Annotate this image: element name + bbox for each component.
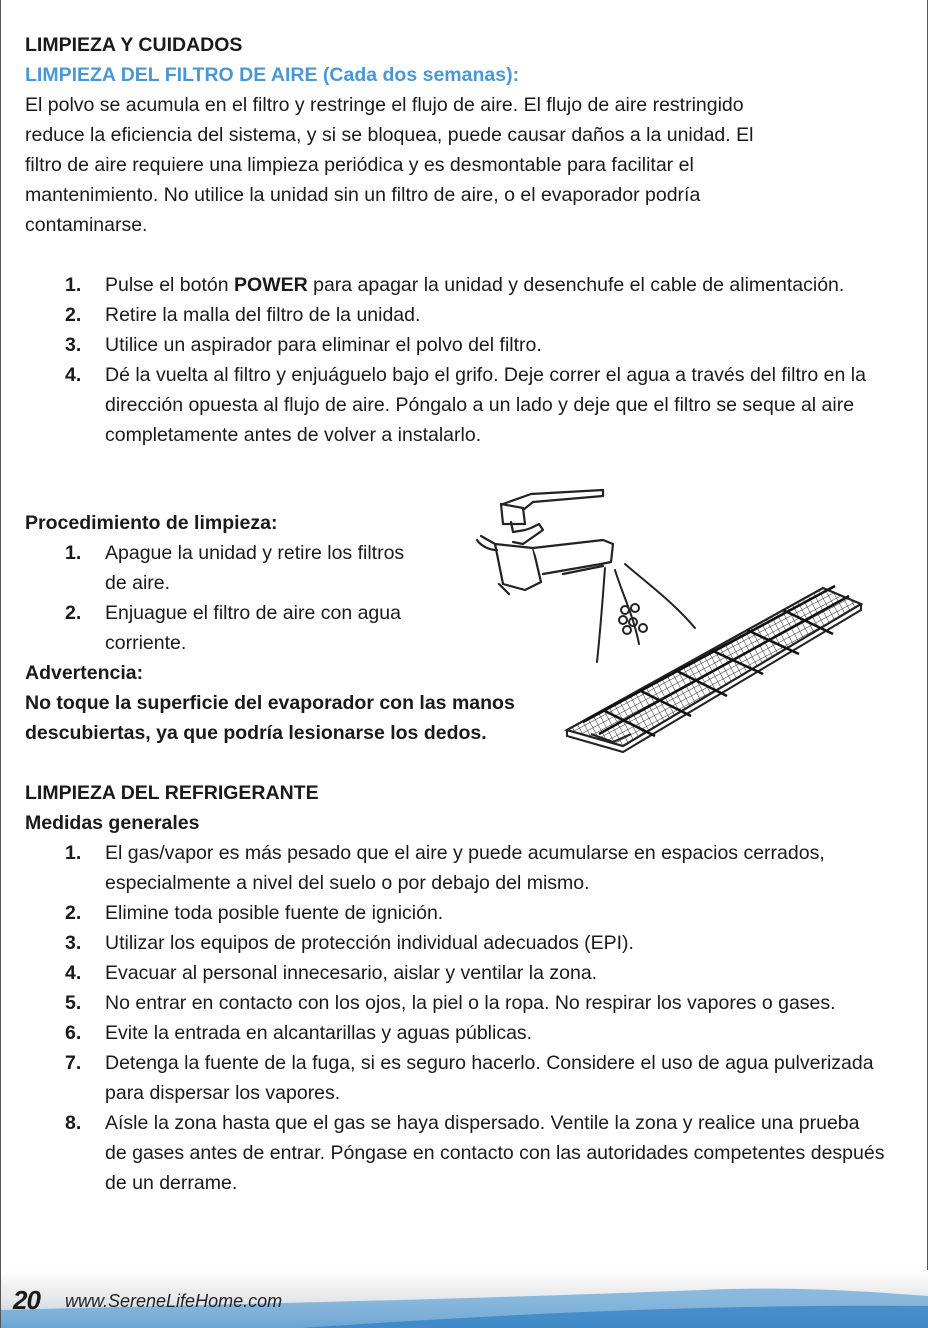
refrigerant-heading: LIMPIEZA DEL REFRIGERANTE xyxy=(25,782,319,804)
step-text: Utilice un aspirador para eliminar el polvo del filtro. xyxy=(105,334,542,356)
filter-heading: LIMPIEZA DEL FILTRO DE AIRE (Cada dos semanas): xyxy=(25,64,520,86)
filter-steps-list xyxy=(65,270,885,450)
air-filter-icon xyxy=(567,586,861,752)
step-text: Detenga la fuente de la fuga, si es seguro hacerlo. Considere el uso de agua pulverizada para dispersar los vapores. xyxy=(105,1052,874,1104)
step-number: 3. xyxy=(65,334,82,356)
step-number: 1. xyxy=(65,542,82,564)
filter-desc-line: contaminarse. xyxy=(25,214,148,236)
procedure-heading: Procedimiento de limpieza: xyxy=(25,512,278,534)
step-text: Retire la malla del filtro de la unidad. xyxy=(105,304,421,326)
step-text: Evite la entrada en alcantarillas y aguas públicas. xyxy=(105,1022,533,1044)
filter-desc-line: El polvo se acumula en el filtro y restringe el flujo de aire. El flujo de aire restringido xyxy=(25,94,744,116)
faucet-filter-illustration xyxy=(463,484,873,759)
list-item xyxy=(65,270,885,300)
list-item xyxy=(65,360,885,450)
step-number: 4. xyxy=(65,962,82,984)
step-number: 2. xyxy=(65,304,82,326)
list-item xyxy=(65,988,885,1018)
list-item xyxy=(65,300,885,330)
website-url: www.SereneLifeHome.com xyxy=(65,1291,283,1311)
page-number: 20 xyxy=(13,1285,40,1315)
section-title: LIMPIEZA Y CUIDADOS xyxy=(25,34,243,56)
list-item xyxy=(65,958,885,988)
step-text: No entrar en contacto con los ojos, la piel o la ropa. No respirar los vapores o gases. xyxy=(105,992,836,1014)
warning-line: descubiertas, ya que podría lesionarse los dedos. xyxy=(25,722,487,744)
step-number: 7. xyxy=(65,1052,82,1074)
step-number: 5. xyxy=(65,992,82,1014)
refrigerant-steps-list xyxy=(65,838,885,1198)
step-number: 1. xyxy=(65,842,82,864)
step-number: 2. xyxy=(65,902,82,924)
refrigerant-subheading: Medidas generales xyxy=(25,812,200,834)
step-number: 1. xyxy=(65,274,82,296)
step-number: 2. xyxy=(65,602,82,624)
warning-heading: Advertencia: xyxy=(25,662,144,684)
faucet-icon xyxy=(477,490,613,594)
step-text: Pulse el botón xyxy=(105,274,235,296)
list-item xyxy=(65,838,885,898)
step-text: para apagar la unidad y desenchufe el cable de alimentación. xyxy=(307,274,845,296)
list-item xyxy=(65,330,885,360)
water-stream-icon xyxy=(597,564,695,662)
step-number: 4. xyxy=(65,364,82,386)
step-text: Aísle la zona hasta que el gas se haya dispersado. Ventile la zona y realice una prueba de gases antes de entrar. Póngase en contacto con las autoridades competentes después de un derrame. xyxy=(105,1112,885,1194)
power-keyword: POWER xyxy=(234,274,308,296)
filter-desc-line: mantenimiento. No utilice la unidad sin un filtro de aire, o el evaporador podría xyxy=(25,184,701,206)
filter-desc-line: filtro de aire requiere una limpieza periódica y es desmontable para facilitar el xyxy=(25,154,694,176)
list-item xyxy=(65,538,425,598)
procedure-steps-list xyxy=(65,538,425,658)
step-text: Enjuague el filtro de aire con agua corriente. xyxy=(105,602,401,654)
step-text: Evacuar al personal innecesario, aislar y ventilar la zona. xyxy=(105,962,598,984)
list-item xyxy=(65,928,885,958)
filter-desc-line: reduce la eficiencia del sistema, y si se bloquea, puede causar daños a la unidad. El xyxy=(25,124,754,146)
step-text: Apague la unidad y retire los filtros de aire. xyxy=(105,542,405,594)
step-number: 8. xyxy=(65,1112,82,1134)
step-text: Dé la vuelta al filtro y enjuáguelo bajo el grifo. Deje correr el agua a través del filtro en la dirección opuesta al flujo de aire. Póngalo a un lado y deje que el filtro se seque al aire completamente antes de volver a instalarlo. xyxy=(105,364,866,446)
list-item xyxy=(65,898,885,928)
step-number: 6. xyxy=(65,1022,82,1044)
step-text: Elimine toda posible fuente de ignición. xyxy=(105,902,444,924)
step-text: Utilizar los equipos de protección individual adecuados (EPI). xyxy=(105,932,634,954)
list-item xyxy=(65,598,425,658)
list-item xyxy=(65,1018,885,1048)
list-item xyxy=(65,1048,885,1108)
list-item xyxy=(65,1108,885,1198)
page-footer xyxy=(1,1270,928,1328)
warning-line: No toque la superficie del evaporador con las manos xyxy=(25,692,515,714)
step-text: El gas/vapor es más pesado que el aire y puede acumularse en espacios cerrados, especialmente a nivel del suelo o por debajo del mismo. xyxy=(105,842,825,894)
step-number: 3. xyxy=(65,932,82,954)
